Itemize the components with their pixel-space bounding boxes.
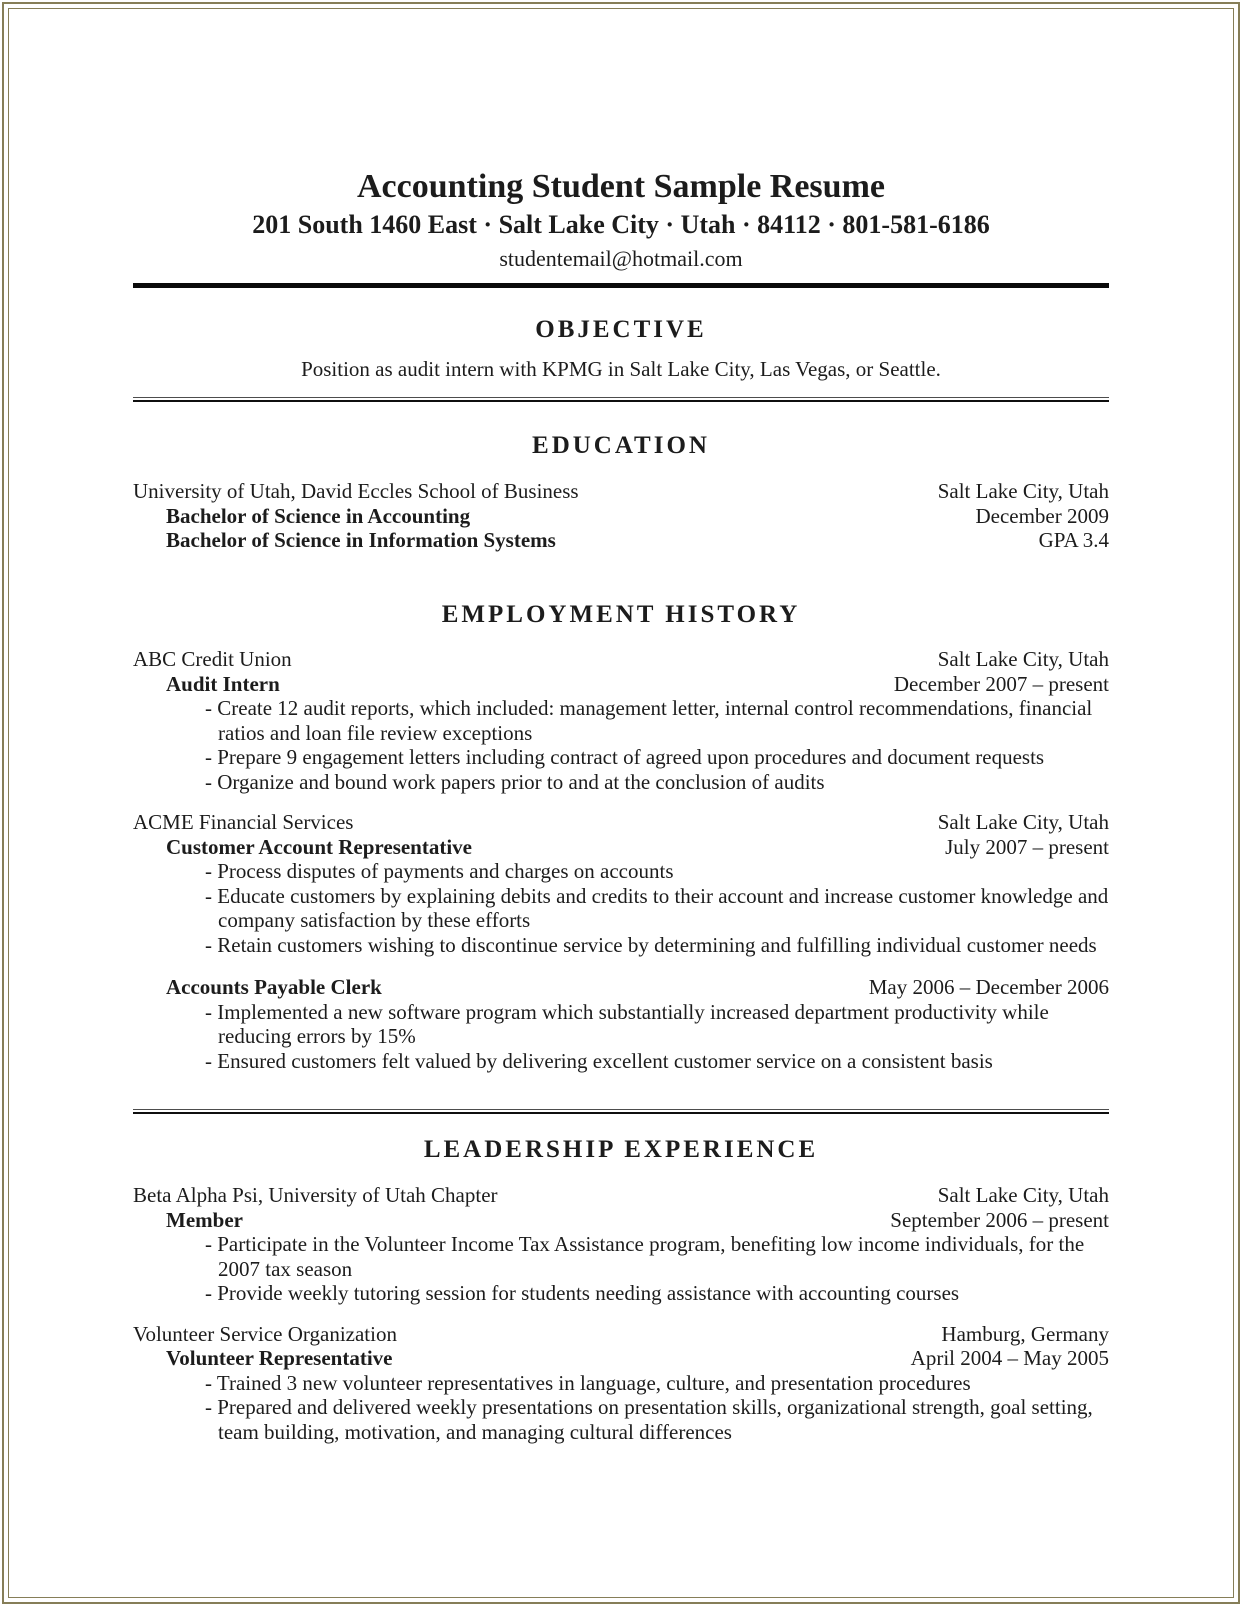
job-title-row — [133, 975, 1109, 1000]
role-title: Volunteer Representative — [166, 1346, 393, 1371]
objective-heading: OBJECTIVE — [535, 316, 707, 344]
job-bullet: - Prepare 9 engagement letters including contract of agreed upon procedures and document requests — [205, 745, 1045, 770]
org-name: Volunteer Service Organization — [133, 1321, 397, 1346]
leadership-entry — [133, 1183, 1109, 1306]
role-title: Member — [166, 1207, 243, 1232]
leadership-entry — [133, 1322, 1109, 1445]
role-dates: April 2004 – May 2005 — [910, 1346, 1109, 1371]
company-name: ACME Financial Services — [133, 810, 354, 835]
org-location: Hamburg, Germany — [941, 1321, 1109, 1346]
org-row — [133, 1183, 1109, 1208]
company-location: Salt Lake City, Utah — [937, 647, 1109, 672]
company-location: Salt Lake City, Utah — [937, 810, 1109, 835]
job-bullet: - Organize and bound work papers prior to and at the conclusion of audits — [205, 769, 825, 794]
degree-date: December 2009 — [975, 503, 1109, 528]
resume-document — [133, 168, 1109, 1444]
job-title: Accounts Payable Clerk — [166, 975, 382, 1000]
employment-divider — [133, 1109, 1109, 1114]
education-degree-row — [133, 504, 1109, 529]
school-location: Salt Lake City, Utah — [937, 479, 1109, 504]
org-location: Salt Lake City, Utah — [937, 1183, 1109, 1208]
job-entry — [133, 647, 1109, 794]
job-bullet: - Ensured customers felt valued by delivering excellent customer service on a consistent basis — [205, 1048, 993, 1073]
role-bullet: - Prepared and delivered weekly presentations on presentation skills, organizational strength, goal setting, team building, motivation, and managing cultural differences — [205, 1395, 1093, 1444]
job-dates: May 2006 – December 2006 — [868, 975, 1109, 1000]
contact-address: 201 South 1460 East · Salt Lake City · Utah · 84112 · 801-581-6186 — [252, 210, 990, 240]
role-row — [133, 1346, 1109, 1371]
org-row — [133, 1322, 1109, 1347]
school-name: University of Utah, David Eccles School of Business — [133, 479, 579, 504]
role-dates: September 2006 – present — [890, 1207, 1109, 1232]
header-divider — [133, 283, 1109, 288]
objective-text: Position as audit intern with KPMG in Salt Lake City, Las Vegas, or Seattle. — [301, 356, 941, 381]
job-entry — [133, 810, 1109, 957]
education-degree-row — [133, 528, 1109, 553]
job-dates: December 2007 – present — [893, 671, 1109, 696]
job-bullet: - Retain customers wishing to discontinue service by determining and fulfilling individual customer needs — [205, 932, 1097, 957]
candidate-name: Accounting Student Sample Resume — [357, 168, 885, 205]
degree-gpa: GPA 3.4 — [1038, 528, 1109, 553]
job-dates: July 2007 – present — [945, 834, 1109, 859]
education-heading: EDUCATION — [532, 432, 710, 460]
job-company-row — [133, 810, 1109, 835]
education-school-row — [133, 479, 1109, 504]
job-bullet: - Process disputes of payments and charges on accounts — [205, 859, 674, 884]
job-bullet: - Educate customers by explaining debits and credits to their account and increase customer knowledge and company satisfaction by these efforts — [205, 883, 1109, 933]
role-row — [133, 1208, 1109, 1233]
objective-divider — [133, 397, 1109, 402]
contact-email: studentemail@hotmail.com — [499, 245, 743, 271]
job-title: Audit Intern — [166, 671, 280, 696]
leadership-heading: LEADERSHIP EXPERIENCE — [423, 1136, 819, 1164]
company-name: ABC Credit Union — [133, 647, 292, 672]
role-bullet: - Trained 3 new volunteer representatives in language, culture, and presentation procedures — [205, 1370, 971, 1395]
job-entry — [133, 975, 1109, 1073]
role-bullet: - Provide weekly tutoring session for students needing assistance with accounting courses — [205, 1281, 960, 1306]
degree-name: Bachelor of Science in Accounting — [166, 503, 471, 528]
job-bullet: - Create 12 audit reports, which included: management letter, internal control recommendations, financial ratios and loan file review exceptions — [205, 696, 1093, 745]
org-name: Beta Alpha Psi, University of Utah Chapter — [133, 1183, 498, 1208]
employment-heading: EMPLOYMENT HISTORY — [441, 600, 801, 628]
job-title-row — [133, 835, 1109, 860]
degree-name: Bachelor of Science in Information Systems — [166, 528, 556, 553]
job-bullet: - Implemented a new software program which substantially increased department productivity while reducing errors by 15% — [205, 999, 1049, 1049]
job-company-row — [133, 647, 1109, 672]
job-title-row — [133, 672, 1109, 697]
job-title: Customer Account Representative — [166, 834, 473, 859]
role-bullet: - Participate in the Volunteer Income Tax Assistance program, benefiting low income individuals, for the 2007 tax season — [205, 1232, 1085, 1281]
resume-header — [133, 168, 1109, 271]
